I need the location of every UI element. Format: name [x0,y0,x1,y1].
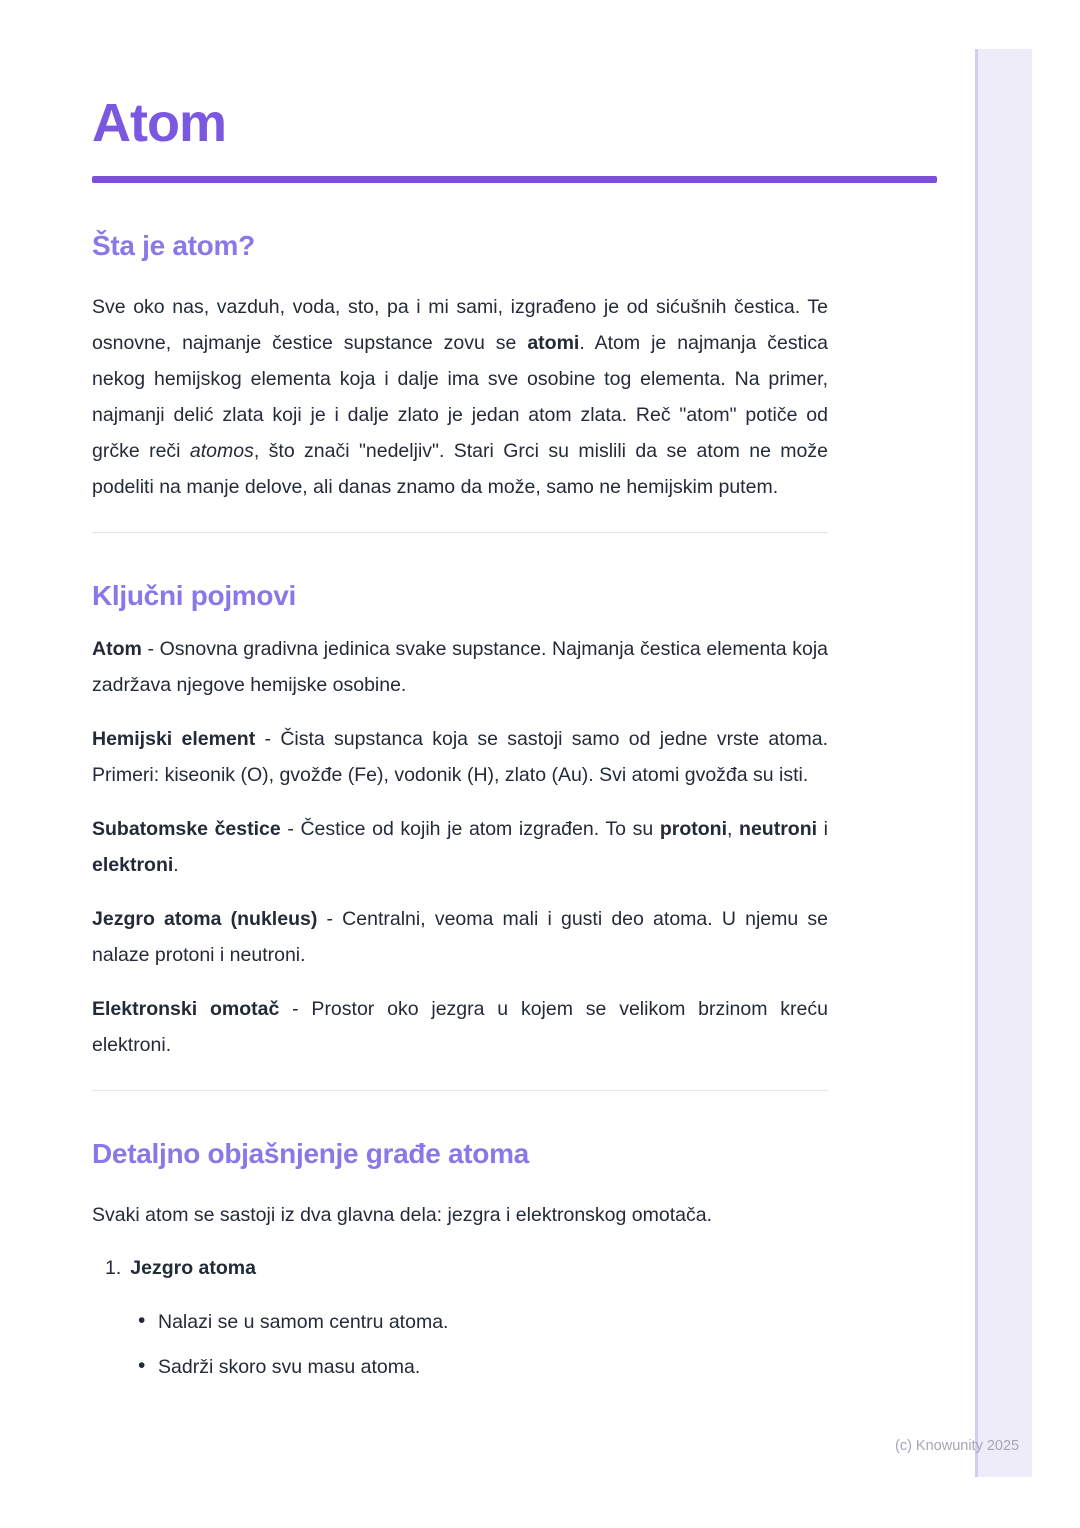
intro-paragraph: Sve oko nas, vazduh, voda, sto, pa i mi sami, izgrađeno je od sićušnih čestica. Te osnovne, najmanje čestice supstance zovu se atomi. Atom je najmanja čestica nekog hemijskog elementa koja i dalje ima sve osobine tog elementa. Na primer, najmanji delić zlata koji je i dalje zlato je jedan atom zlata. Reč "atom" potiče od grčke reči atomos, što znači "nedeljiv". Stari Grci su mislili da se atom ne može podeliti na manje delove, ali danas znamo da može, samo ne hemijskim putem. [92,296,828,498]
structure-lead-paragraph: Svaki atom se sastoji iz dva glavna dela: jezgra i elektronskog omotača. [92,1204,712,1226]
definition-elektronski-omotac: Elektronski omotač - Prostor oko jezgra u kojem se velikom brzinom kreću elektroni. [92,998,828,1056]
definition-jezgro-atoma: Jezgro atoma (nukleus) - Centralni, veoma mali i gusti deo atoma. U njemu se nalaze protoni i neutroni. [92,908,828,966]
next-page-edge [975,49,1032,1477]
definition-subatomske-cestice: Subatomske čestice - Čestice od kojih je atom izgrađen. To su protoni, neutroni i elektroni. [92,818,829,876]
bullet-item: • Sadrži skoro svu masu atoma. [92,1352,828,1382]
section-divider [92,532,828,533]
definition-atom: Atom - Osnovna gradivna jedinica svake supstance. Najmanja čestica elementa koja zadržava njegove hemijske osobine. [92,638,828,696]
section-heading-key-terms: Ključni pojmovi [92,580,296,611]
bullet-item: • Nalazi se u samom centru atoma. [92,1307,828,1337]
section-heading-structure: Detaljno objašnjenje građe atoma [92,1138,529,1169]
definition-hemijski-element: Hemijski element - Čista supstanca koja se sastoji samo od jedne vrste atoma. Primeri: kiseonik (O), gvožđe (Fe), vodonik (H), zlato (Au). Svi atomi gvožđa su isti. [92,728,828,786]
bullet-list [92,1307,828,1382]
copyright-note: (c) Knowunity 2025 [895,1438,1020,1454]
ordered-item-jezgro-atoma [92,1250,828,1286]
page-title: Atom [92,93,226,153]
title-divider-rule [92,176,937,183]
document-page [92,0,828,1382]
section-divider [92,1090,828,1091]
section-heading-intro: Šta je atom? [92,230,255,261]
ordered-item-label: Jezgro atoma [130,1257,256,1279]
ordered-item-number: 1. [105,1257,122,1279]
